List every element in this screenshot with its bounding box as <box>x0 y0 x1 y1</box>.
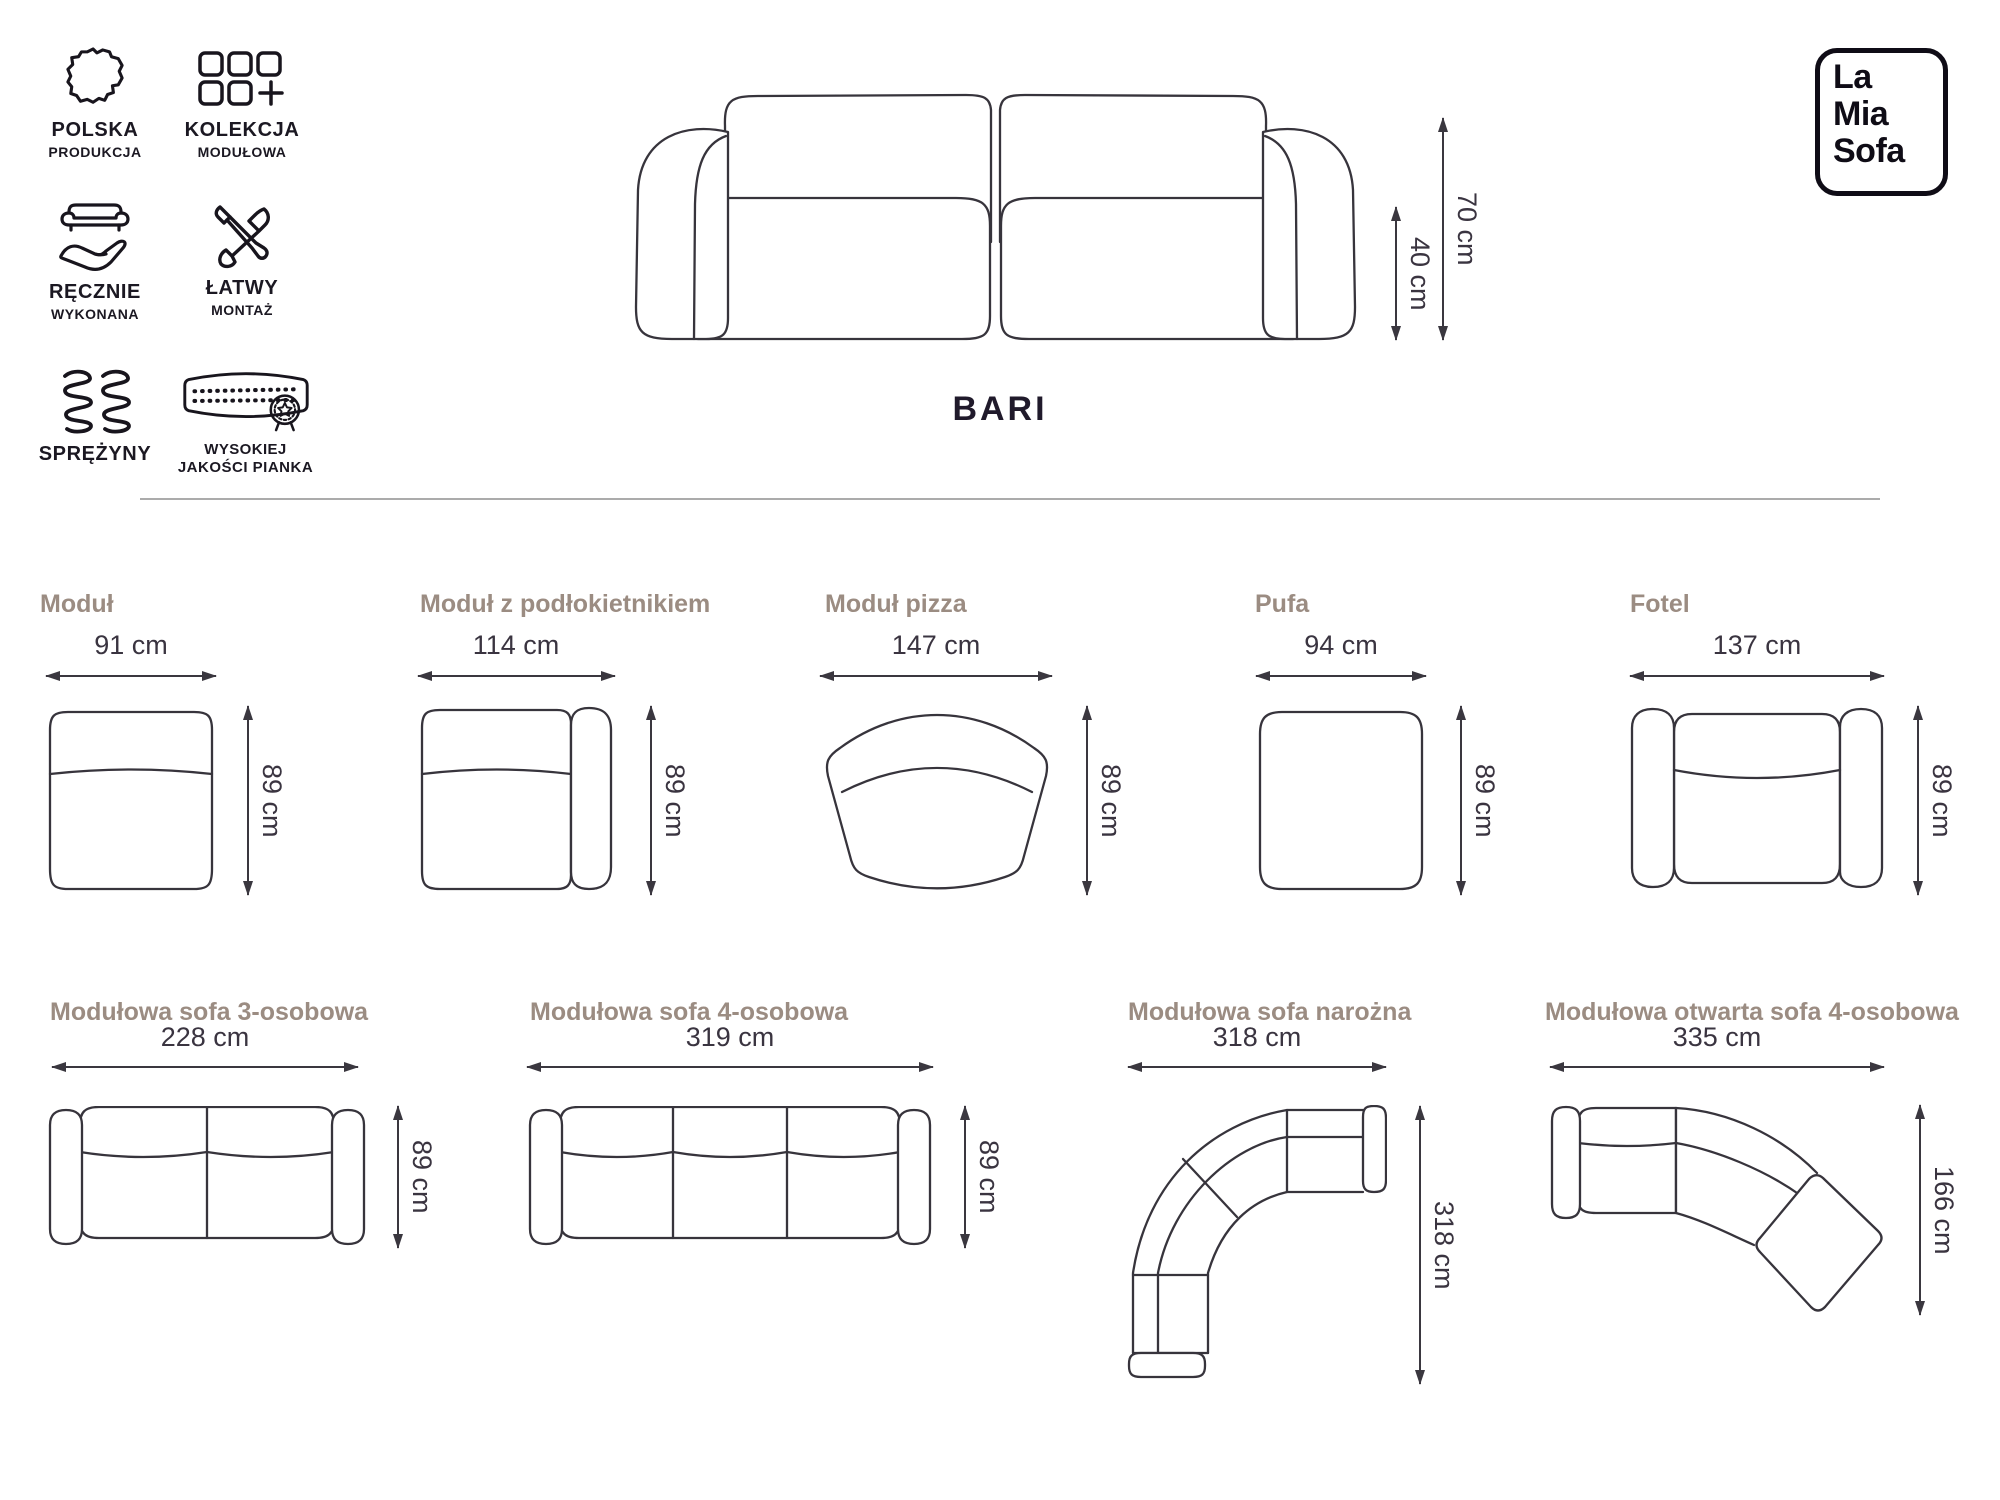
feature-title: ŁATWY <box>205 277 279 299</box>
feature-subtitle: JAKOŚCI PIANKA <box>177 459 314 476</box>
width-arrow <box>1128 1066 1386 1068</box>
product-name: BARI <box>952 390 1048 428</box>
feature-title: RĘCZNIE <box>49 281 141 303</box>
module-title: Pufa <box>1255 590 1310 618</box>
sofa-title: Modułowa sofa 4-osobowa <box>530 998 849 1026</box>
width-label: 137 cm <box>1712 630 1802 660</box>
width-label: 319 cm <box>685 1022 775 1052</box>
crossed-tools-icon <box>167 200 317 270</box>
corner-sofa-drawing <box>1127 1105 1387 1383</box>
width-arrow <box>418 675 615 677</box>
depth-arrow <box>1919 1105 1921 1315</box>
width-arrow <box>1256 675 1426 677</box>
feature-sprezyny <box>20 366 170 468</box>
feature-latwy-montaz <box>167 200 317 318</box>
logo-line: La <box>1833 58 1872 96</box>
depth-label: 89 cm <box>257 763 287 838</box>
feature-subtitle: MODUŁOWA <box>197 144 287 160</box>
width-label: 228 cm <box>160 1022 250 1052</box>
depth-arrow <box>1419 1106 1421 1384</box>
depth-label: 89 cm <box>660 763 690 838</box>
module-title: Fotel <box>1630 590 1690 618</box>
width-arrow <box>1550 1066 1884 1068</box>
poland-map-icon <box>20 40 170 112</box>
depth-label: 166 cm <box>1929 1165 1959 1255</box>
width-label: 91 cm <box>94 630 168 660</box>
depth-arrow <box>1917 706 1919 895</box>
width-label: 335 cm <box>1672 1022 1762 1052</box>
sofa-title: Modułowa sofa narożna <box>1128 998 1412 1026</box>
depth-arrow <box>650 706 652 895</box>
feature-title: POLSKA <box>51 119 139 141</box>
width-arrow <box>1630 675 1884 677</box>
width-label: 114 cm <box>472 630 560 660</box>
hero-sofa-drawing <box>628 92 1363 344</box>
seat-height-arrow <box>1395 207 1397 340</box>
depth-label: 89 cm <box>974 1140 1004 1214</box>
width-arrow <box>46 675 216 677</box>
brand-logo <box>1815 48 1948 196</box>
module-title: Moduł <box>40 590 114 618</box>
module-title: Moduł pizza <box>825 590 967 618</box>
depth-label: 318 cm <box>1429 1200 1459 1290</box>
armchair-drawing <box>1628 706 1886 893</box>
width-arrow <box>820 675 1052 677</box>
depth-arrow <box>247 706 249 895</box>
feature-wysokiej-jakosci-pianka <box>158 366 333 476</box>
logo-line: Sofa <box>1833 132 1905 170</box>
depth-label: 89 cm <box>1096 763 1126 838</box>
width-arrow <box>52 1066 358 1068</box>
width-label: 94 cm <box>1304 630 1378 660</box>
sofa-title: Modułowa otwarta sofa 4-osobowa <box>1545 998 1959 1026</box>
width-label: 147 cm <box>891 630 981 660</box>
depth-arrow <box>1460 706 1462 895</box>
module-armrest-drawing <box>418 706 615 893</box>
feature-subtitle: WYKONANA <box>51 306 139 322</box>
sofa-title: Modułowa sofa 3-osobowa <box>50 998 369 1026</box>
feature-subtitle: PRODUKCJA <box>48 144 142 160</box>
pouf-drawing <box>1256 708 1426 893</box>
modular-grid-icon <box>167 40 317 112</box>
width-label: 318 cm <box>1212 1022 1302 1052</box>
module-drawing <box>46 708 216 893</box>
depth-label: 89 cm <box>407 1140 437 1214</box>
width-arrow <box>527 1066 933 1068</box>
feature-recznie-wykonana <box>20 196 170 322</box>
section-divider <box>140 498 1880 500</box>
feature-title: SPRĘŻYNY <box>38 443 152 465</box>
feature-title: WYSOKIEJ <box>204 441 287 458</box>
total-height-label: 70 cm <box>1452 192 1482 266</box>
module-pizza-drawing <box>820 706 1054 896</box>
logo-line: Mia <box>1833 95 1889 133</box>
module-title: Moduł z podłokietnikiem <box>420 590 711 618</box>
feature-kolekcja-modulowa <box>167 40 317 160</box>
sofa-3-seat-drawing <box>47 1106 367 1249</box>
feature-title: KOLEKCJA <box>184 119 300 141</box>
sofa-in-hand-icon <box>20 196 170 274</box>
feature-subtitle: MONTAŻ <box>211 302 273 318</box>
springs-icon <box>20 366 170 436</box>
depth-arrow <box>397 1106 399 1248</box>
total-height-arrow <box>1442 118 1444 340</box>
depth-label: 89 cm <box>1470 763 1500 838</box>
open-sofa-drawing <box>1550 1105 1887 1317</box>
seat-height-label: 40 cm <box>1405 236 1435 311</box>
foam-quality-badge-icon <box>158 366 333 434</box>
depth-arrow <box>964 1106 966 1248</box>
sofa-4-seat-drawing <box>527 1106 933 1249</box>
depth-arrow <box>1086 706 1088 895</box>
depth-label: 89 cm <box>1927 763 1957 838</box>
feature-polska-produkcja <box>20 40 170 160</box>
